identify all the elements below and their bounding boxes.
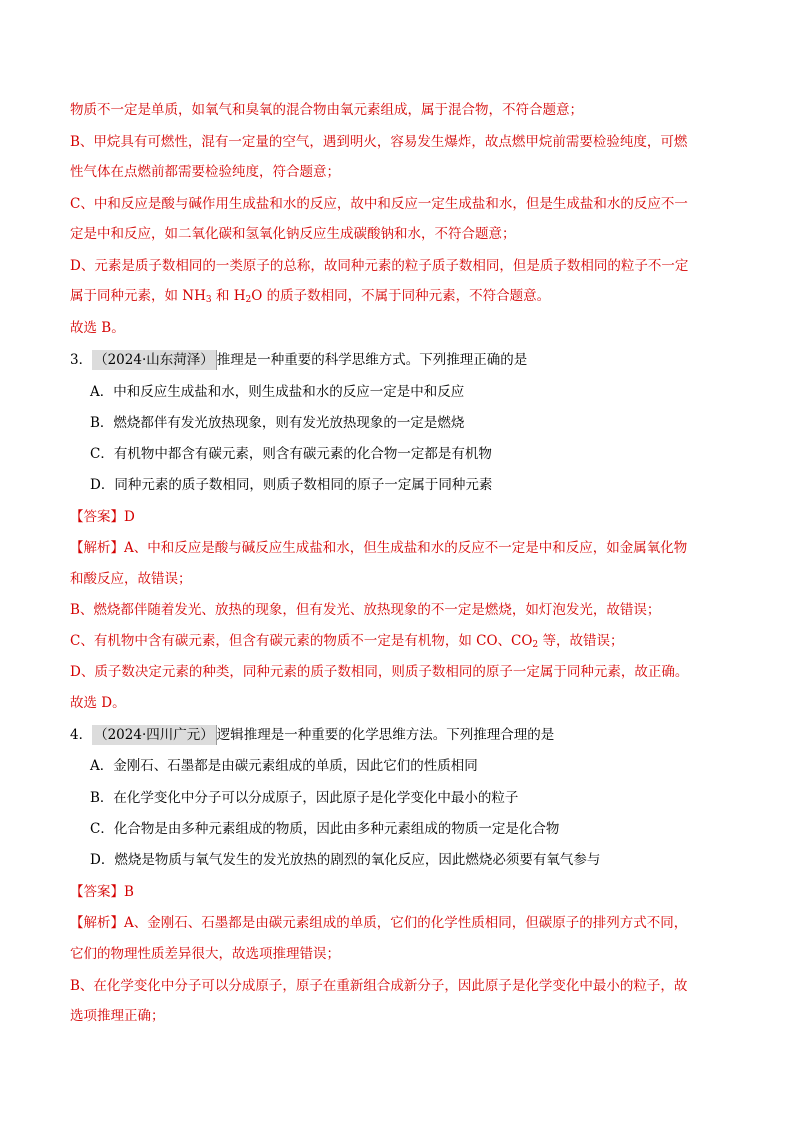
q4-stem-line [70,725,554,745]
q4-option-a: A．金刚石、石墨都是由碳元素组成的单质，因此它们的性质相同 [90,758,478,774]
q3-analysis-a-line-1 [70,538,687,558]
prev-choose-line: 故选 B。 [70,320,125,336]
q3-answer: D [124,509,135,525]
prev-explanation-b-line-2: 性气体在点燃前都需要检验纯度，符合题意； [70,164,340,180]
q3-option-d: D．同种元素的质子数相同，则质子数相同的原子一定属于同种元素 [90,477,493,493]
q4-analysis-a-line-2: 它们的物理性质差异很大，故选项推理错误； [70,946,340,962]
q4-option-c: C．化合物是由多种元素组成的物质，因此由多种元素组成的物质一定是化合物 [90,821,560,837]
subscript: 2 [532,640,539,650]
q4-answer-label: 【答案】 [70,884,124,900]
prev-explanation-b-line-1: B、甲烷具有可燃性，混有一定量的空气，遇到明火，容易发生爆炸，故点燃甲烷前需要检验纯度，可燃 [70,134,688,150]
q4-option-d: D．燃烧是物质与氧气发生的发光放热的剧烈的氧化反应，因此燃烧必须要有氧气参与 [90,852,601,868]
q4-analysis-a1: A、金刚石、石墨都是由碳元素组成的单质，它们的化学性质相同，但碳原子的排列方式不同， [124,915,688,931]
subscript: 3 [205,295,212,305]
q3-stem-line [70,350,527,370]
q3-option-a: A．中和反应生成盐和水，则生成盐和水的反应一定是中和反应 [90,384,465,400]
q4-analysis-label: 【解析】 [70,915,124,931]
q3-answer-line [70,507,135,527]
text-segment: O 的质子数相同，不属于同种元素，不符合题意。 [251,288,551,304]
q4-option-b: B．在化学变化中分子可以分成原子，因此原子是化学变化中最小的粒子 [90,790,519,806]
text-segment: C、有机物中含有碳元素，但含有碳元素的物质不一定是有机物，如 CO、CO [70,633,533,649]
q3-answer-label: 【答案】 [70,509,124,525]
text-segment: 等，故错误； [538,633,624,649]
q3-option-b: B．燃烧都伴有发光放热现象，则有发光放热现象的一定是燃烧 [90,415,465,431]
prev-explanation-line: 物质不一定是单质，如氧气和臭氧的混合物由氧元素组成，属于混合物，不符合题意； [70,102,583,118]
q3-option-c: C．有机物中都含有碳元素，则含有碳元素的化合物一定都是有机物 [90,446,492,462]
q3-source-tag: （2024·山东菏泽） [92,350,217,370]
q4-analysis-a-line-1 [70,913,687,933]
text-segment: 和 H [211,288,246,304]
q4-analysis-b-line-2: 选项推理正确； [70,1008,165,1024]
prev-explanation-c-line-2: 定是中和反应，如二氧化碳和氢氧化钠反应生成碳酸钠和水，不符合题意； [70,226,516,242]
q4-analysis-b-line-1: B、在化学变化中分子可以分成原子，原子在重新组合成新分子，因此原子是化学变化中最小的粒子，故 [70,978,688,994]
q3-analysis-d-line: D、质子数决定元素的种类，同种元素的质子数相同，则质子数相同的原子一定属于同种元素，故正确。 [70,664,689,680]
prev-explanation-c-line-1: C、中和反应是酸与碱作用生成盐和水的反应，故中和反应一定生成盐和水，但是生成盐和水的反应不一 [70,196,688,212]
q3-analysis-c-line [70,631,623,651]
q4-source-tag: （2024·四川广元） [92,725,217,745]
q4-answer-line [70,882,134,902]
q4-number: 4． [70,727,93,743]
q4-stem: 逻辑推理是一种重要的化学思维方法。下列推理合理的是 [216,727,555,743]
q3-stem: 推理是一种重要的科学思维方式。下列推理正确的是 [216,352,528,368]
prev-explanation-d-line-1: D、元素是质子数相同的一类原子的总称，故同种元素的粒子质子数相同，但是质子数相同的粒子不一定 [70,258,689,274]
q3-analysis-label: 【解析】 [70,540,124,556]
q3-analysis-b-line: B、燃烧都伴随着发光、放热的现象，但有发光、放热现象的不一定是燃烧，如灯泡发光，故错误； [70,602,661,618]
q3-analysis-a-line-2: 和酸反应，故错误； [70,571,192,587]
prev-explanation-d-line-2 [70,286,550,306]
q4-answer: B [124,884,134,900]
subscript: 2 [245,295,252,305]
q3-choose-line: 故选 D。 [70,695,126,711]
text-segment: 属于同种元素，如 NH [70,288,206,304]
q3-analysis-a1: A、中和反应是酸与碱反应生成盐和水，但生成盐和水的反应不一定是中和反应，如金属氧化物 [124,540,688,556]
q3-number: 3． [70,352,93,368]
